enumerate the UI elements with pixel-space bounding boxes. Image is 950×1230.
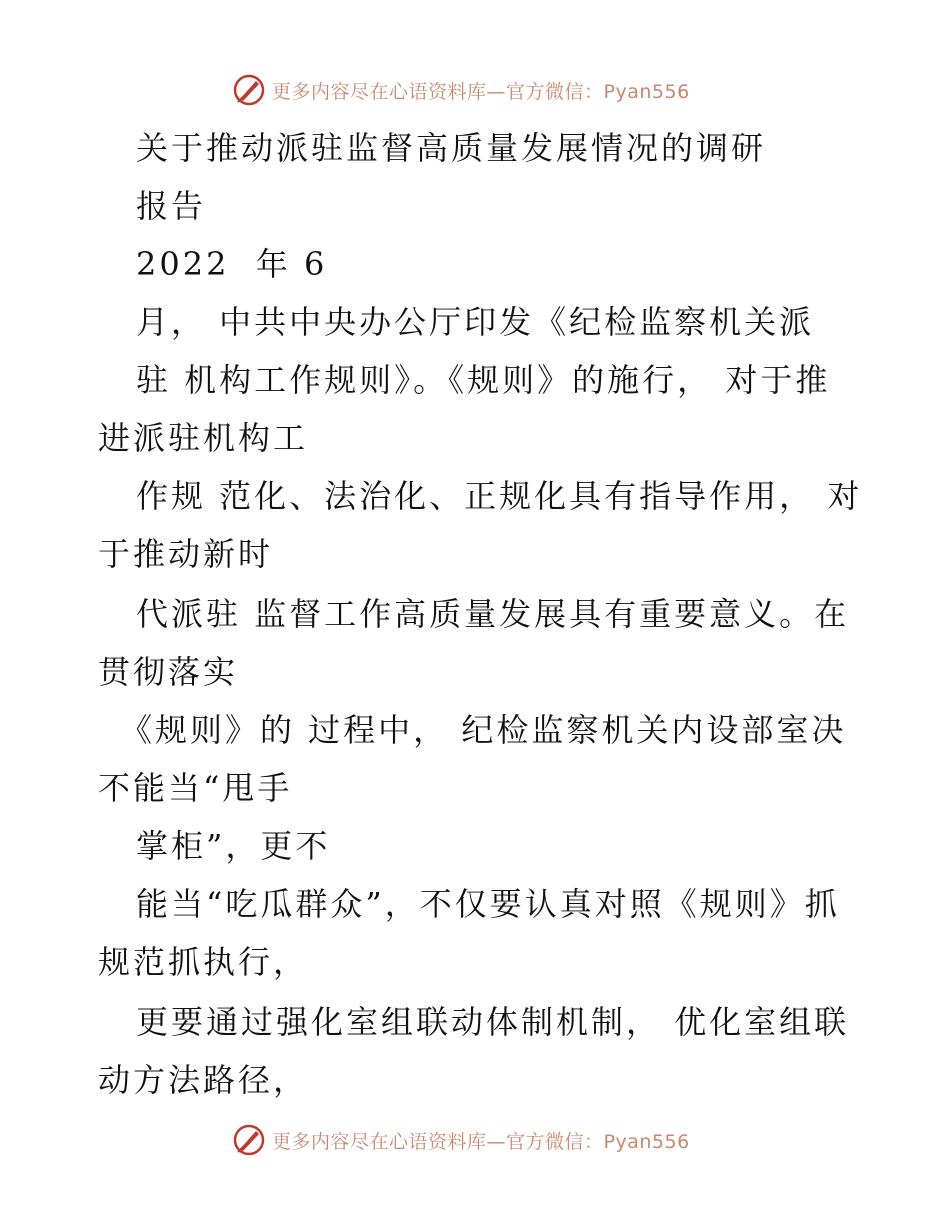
doc-line: 贯彻落实 bbox=[98, 653, 239, 691]
doc-line: 月， 中共中央办公厅印发《纪检监察机关派 bbox=[136, 303, 815, 341]
doc-line: 2022 年 6 bbox=[136, 245, 328, 283]
doc-line: 关于推动派驻监督高质量发展情况的调研 bbox=[136, 129, 767, 167]
header-watermark bbox=[232, 72, 752, 108]
doc-line: 能当“吃瓜群众”，不仅要认真对照《规则》抓 bbox=[136, 885, 840, 923]
watermark-text: 更多内容尽在心语资料库—官方微信：Pyan556 bbox=[272, 1130, 690, 1153]
watermark-text: 更多内容尽在心语资料库—官方微信：Pyan556 bbox=[272, 80, 690, 103]
quill-logo-icon bbox=[232, 73, 266, 107]
doc-line: 动方法路径， bbox=[98, 1061, 309, 1099]
doc-line: 报告 bbox=[136, 187, 207, 225]
quill-logo-icon bbox=[232, 1123, 266, 1157]
doc-line: 作规 范化、法治化、正规化具有指导作用， 对 bbox=[136, 477, 863, 515]
doc-line: 于推动新时 bbox=[98, 535, 274, 573]
doc-line: 不能当“甩手 bbox=[98, 769, 293, 807]
doc-line: 规范抓执行， bbox=[98, 943, 309, 981]
doc-line: 更要通过强化室组联动体制机制， 优化室组联 bbox=[136, 1003, 850, 1041]
doc-line: 代派驻 监督工作高质量发展具有重要意义。在 bbox=[136, 595, 850, 633]
doc-line: 进派驻机构工 bbox=[98, 419, 309, 457]
doc-line: 掌柜”，更不 bbox=[136, 827, 331, 865]
doc-line: 《规则》的 过程中， 纪检监察机关内设部室决 bbox=[120, 711, 847, 749]
footer-watermark bbox=[232, 1122, 752, 1158]
doc-line: 驻 机构工作规则》。《规则》的施行， 对于推 bbox=[136, 361, 831, 399]
